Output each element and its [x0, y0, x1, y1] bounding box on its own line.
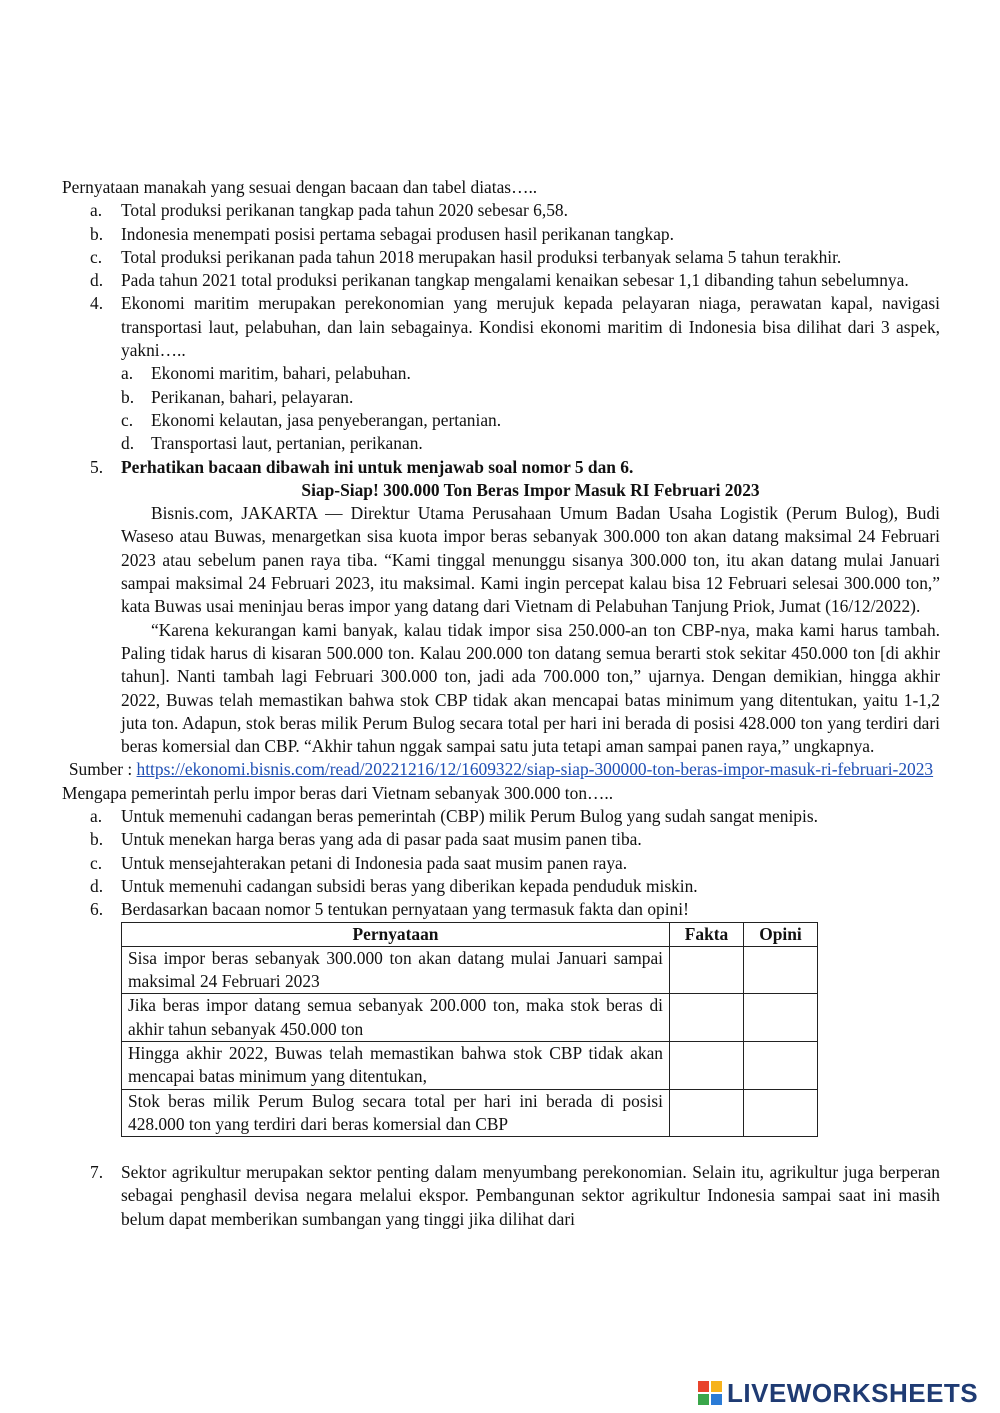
option-label: a.	[90, 200, 103, 221]
table-row	[122, 994, 818, 1042]
table-row	[122, 1041, 818, 1089]
option-text: Ekonomi maritim, bahari, pelabuhan.	[151, 363, 411, 384]
option-label: b.	[90, 829, 104, 850]
opinion-answer-cell[interactable]	[744, 946, 818, 994]
worksheet-page	[62, 176, 940, 1231]
article-source	[62, 758, 940, 781]
q3-option-d[interactable]	[62, 269, 940, 292]
logo-grid-icon	[698, 1381, 724, 1407]
option-label: b.	[90, 223, 104, 244]
option-label: c.	[90, 246, 103, 267]
q4-option-d[interactable]	[62, 432, 940, 455]
table-row	[122, 1089, 818, 1137]
logo-text: LIVEWORKSHEETS	[727, 1378, 979, 1409]
question-6-stem: Berdasarkan bacaan nomor 5 tentukan pernyataan yang termasuk fakta dan opini!	[121, 899, 689, 920]
header-opinion: Opini	[744, 922, 818, 946]
source-link[interactable]: https://ekonomi.bisnis.com/read/20221216/12/1609322/siap-siap-300000-ton-beras-impor-masuk-ri-februari-2023	[136, 759, 934, 780]
statement-cell: Hingga akhir 2022, Buwas telah memastikan bahwa stok CBP tidak akan mencapai batas minimum yang ditentukan,	[122, 1041, 670, 1089]
q5-option-d[interactable]	[62, 875, 940, 898]
option-text: Transportasi laut, pertanian, perikanan.	[151, 433, 423, 454]
q3-option-a[interactable]	[62, 199, 940, 222]
fact-answer-cell[interactable]	[670, 1041, 744, 1089]
option-label: c.	[90, 852, 103, 873]
q5-option-a[interactable]	[62, 805, 940, 828]
option-text: Total produksi perikanan tangkap pada tahun 2020 sebesar 6,58.	[121, 200, 568, 221]
q4-option-a[interactable]	[62, 362, 940, 385]
question-4-stem: Ekonomi maritim merupakan perekonomian yang merujuk kepada pelayaran niaga, perawatan kapal, navigasi transportasi laut, pelabuhan, dan lain sebagainya. Kondisi ekonomi maritim di Indonesia bisa dilihat dari 3 aspek, yakni…..	[121, 293, 940, 361]
question-3-stem: Pernyataan manakah yang sesuai dengan bacaan dan tabel diatas…..	[62, 177, 538, 197]
option-text: Ekonomi kelautan, jasa penyeberangan, pertanian.	[151, 409, 502, 430]
q5-option-b[interactable]	[62, 828, 940, 851]
question-7-stem: Sektor agrikultur merupakan sektor penting dalam menyumbang perekonomian. Selain itu, agrikultur juga berperan sebagai penghasil devisa negara melalui ekspor. Pembangunan sektor agrikultur Indonesia sampai saat ini masih belum dapat memberikan sumbangan yang tinggi jika dilihat dari	[121, 1162, 940, 1229]
option-text: Perikanan, bahari, pelayaran.	[151, 386, 354, 407]
logo-square	[698, 1381, 709, 1392]
opinion-answer-cell[interactable]	[744, 1089, 818, 1137]
fact-answer-cell[interactable]	[670, 994, 744, 1042]
statement-cell: Sisa impor beras sebanyak 300.000 ton akan datang mulai Januari sampai maksimal 24 Februari 2023	[122, 946, 670, 994]
option-text: Indonesia menempati posisi pertama sebagai produsen hasil perikanan tangkap.	[121, 223, 674, 244]
statement-cell: Jika beras impor datang semua sebanyak 200.000 ton, maka stok beras di akhir tahun sebanyak 450.000 ton	[122, 994, 670, 1042]
logo-square	[711, 1381, 722, 1392]
option-label: d.	[90, 270, 104, 291]
option-label: d.	[90, 875, 104, 896]
question-5-instruction	[62, 456, 940, 479]
logo-square	[698, 1394, 709, 1405]
question-5-stem: Mengapa pemerintah perlu impor beras dari Vietnam sebanyak 300.000 ton…..	[62, 782, 614, 803]
article-paragraph-2: “Karena kekurangan kami banyak, kalau tidak impor sisa 250.000-an ton CBP-nya, maka kami harus tambah. Paling tidak harus di kisaran 500.000 ton. Kalau 200.000 ton datang semua berarti stok sekitar 450.000 ton [di akhir tahun]. Nanti tambah lagi Februari 300.000 ton, jadi ada 700.000 ton,” ujarnya. Dengan demikian, hingga akhir 2022, Buwas telah memastikan bahwa stok CBP tidak akan mencapai batas minimum yang ditentukan, yaitu 1-1,2 juta ton. Adapun, stok beras milik Perum Bulog secara total per hari ini berada di posisi 428.000 ton yang terdiri dari beras komersial dan CBP. “Akhir tahun nggak sampai satu juta tetapi aman sampai panen raya,” ungkapnya.	[121, 619, 940, 757]
question-number: 4.	[90, 293, 104, 314]
q3-option-c[interactable]	[62, 246, 940, 269]
question-number: 5.	[90, 456, 104, 477]
article-paragraph-1: Bisnis.com, JAKARTA — Direktur Utama Perusahaan Umum Badan Usaha Logistik (Perum Bulog), Budi Waseso atau Buwas, menargetkan sisa kuota impor beras sebanyak 300.000 ton akan datang maksimal 24 Februari 2023 atau sebelum panen raya tiba. “Kami tinggal menunggu sisanya 300.000 ton, itu akan datang mulai Januari sampai maksimal 24 Februari 2023, itu maksimal. Kami ingin percepat kalau bisa 12 Februari selesai 300.000 ton,” kata Buwas usai meninjau beras impor yang datang dari Vietnam di Pelabuhan Tanjung Priok, Jumat (16/12/2022).	[121, 503, 940, 617]
option-text: Untuk memenuhi cadangan subsidi beras yang diberikan kepada penduduk miskin.	[121, 875, 698, 896]
fact-answer-cell[interactable]	[670, 1089, 744, 1137]
q3-option-b[interactable]	[62, 223, 940, 246]
option-text: Total produksi perikanan pada tahun 2018 merupakan hasil produksi terbanyak selama 5 tahun terakhir.	[121, 246, 842, 267]
table-header-row	[122, 922, 818, 946]
fact-opinion-table	[121, 922, 818, 1138]
fact-answer-cell[interactable]	[670, 946, 744, 994]
option-text: Untuk menekan harga beras yang ada di pasar pada saat musim panen tiba.	[121, 829, 642, 850]
logo-square	[711, 1394, 722, 1405]
question-6	[62, 898, 940, 921]
q5-option-c[interactable]	[62, 852, 940, 875]
opinion-answer-cell[interactable]	[744, 994, 818, 1042]
statement-cell: Stok beras milik Perum Bulog secara total per hari ini berada di posisi 428.000 ton yang terdiri dari beras komersial dan CBP	[122, 1089, 670, 1137]
question-7	[62, 1161, 940, 1231]
q4-option-b[interactable]	[62, 386, 940, 409]
question-4	[62, 292, 940, 362]
option-text: Pada tahun 2021 total produksi perikanan tangkap mengalami kenaikan sebesar 1,1 dibanding tahun sebelumnya.	[121, 270, 909, 291]
header-fact: Fakta	[670, 922, 744, 946]
article-title: Siap-Siap! 300.000 Ton Beras Impor Masuk RI Februari 2023	[301, 479, 760, 500]
option-label: c.	[121, 409, 134, 430]
liveworksheets-logo	[698, 1378, 978, 1410]
option-label: a.	[90, 806, 103, 827]
option-label: b.	[121, 386, 135, 407]
option-text: Untuk mensejahterakan petani di Indonesia pada saat musim panen raya.	[121, 852, 628, 873]
option-label: d.	[121, 433, 135, 454]
header-statement: Pernyataan	[122, 922, 670, 946]
q4-option-c[interactable]	[62, 409, 940, 432]
question-number: 6.	[90, 899, 104, 920]
question-number: 7.	[90, 1162, 104, 1183]
instruction-text: Perhatikan bacaan dibawah ini untuk menjawab soal nomor 5 dan 6.	[121, 456, 634, 477]
opinion-answer-cell[interactable]	[744, 1041, 818, 1089]
table-row	[122, 946, 818, 994]
option-text: Untuk memenuhi cadangan beras pemerintah (CBP) milik Perum Bulog yang sudah sangat menipis.	[121, 806, 818, 827]
source-label: Sumber :	[68, 759, 137, 780]
option-label: a.	[121, 363, 134, 384]
